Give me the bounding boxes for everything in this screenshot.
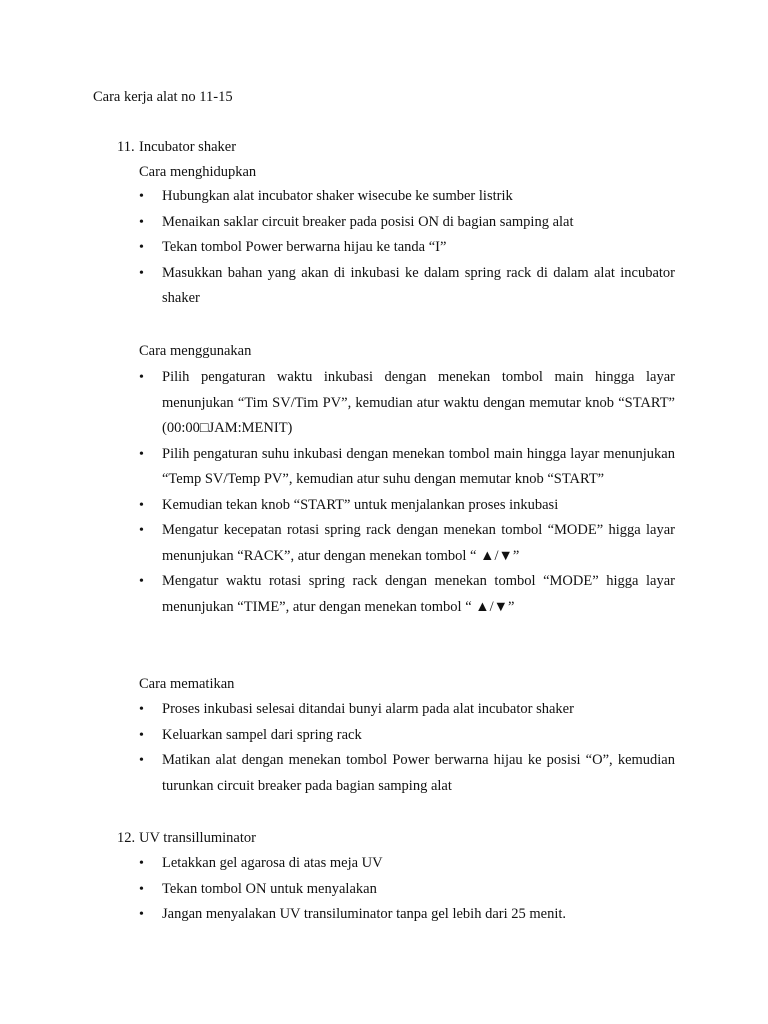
section-title: UV transilluminator: [139, 830, 256, 846]
document-title: Cara kerja alat no 11-15: [93, 89, 233, 105]
section-11: [117, 137, 697, 157]
section-title: Incubator shaker: [139, 139, 237, 155]
list-item: • Masukkan bahan yang akan di inkubasi ke dalam spring rack di dalam alat incubator shaker: [139, 261, 675, 312]
list-uv-transilluminator: [139, 851, 675, 928]
subsection-heading-menggunakan: Cara menggunakan: [139, 343, 252, 359]
list-menggunakan: [139, 365, 675, 620]
list-item: • Tekan tombol ON untuk menyalakan: [139, 877, 675, 903]
list-item: • Mengatur waktu rotasi spring rack dengan menekan tombol “MODE” higga layar menunjukan “TIME”, atur dengan menekan tombol “ ▲/▼”: [139, 569, 675, 620]
list-item: • Jangan menyalakan UV transiluminator tanpa gel lebih dari 25 menit.: [139, 902, 675, 928]
list-menghidupkan: [139, 184, 675, 312]
section-heading: [117, 137, 697, 157]
list-item: • Kemudian tekan knob “START” untuk menjalankan proses inkubasi: [139, 493, 675, 519]
list-item: • Hubungkan alat incubator shaker wisecube ke sumber listrik: [139, 184, 675, 210]
list-item: • Tekan tombol Power berwarna hijau ke tanda “I”: [139, 235, 675, 261]
section-heading: [117, 828, 697, 848]
list-item: • Keluarkan sampel dari spring rack: [139, 723, 675, 749]
list-item: • Mengatur kecepatan rotasi spring rack dengan menekan tombol “MODE” higga layar menunjukan “RACK”, atur dengan menekan tombol “ ▲/▼”: [139, 518, 675, 569]
list-item: • Matikan alat dengan menekan tombol Power berwarna hijau ke posisi “O”, kemudian turunkan circuit breaker pada bagian samping alat: [139, 748, 675, 799]
section-12: [117, 828, 697, 848]
subsection-heading-menghidupkan: Cara menghidupkan: [139, 164, 257, 180]
list-item: • Pilih pengaturan waktu inkubasi dengan menekan tombol main hingga layar menunjukan “Tim SV/Tim PV”, kemudian atur waktu dengan memutar knob “START” (00:00□JAM:MENIT): [139, 365, 675, 442]
list-mematikan: [139, 697, 675, 799]
list-item: • Letakkan gel agarosa di atas meja UV: [139, 851, 675, 877]
subsection-heading-mematikan: Cara mematikan: [139, 676, 235, 692]
list-item: • Pilih pengaturan suhu inkubasi dengan menekan tombol main hingga layar menunjukan “Temp SV/Temp PV”, kemudian atur suhu dengan memutar knob “START”: [139, 442, 675, 493]
section-number: 12.: [117, 830, 136, 846]
list-item: • Proses inkubasi selesai ditandai bunyi alarm pada alat incubator shaker: [139, 697, 675, 723]
list-item: • Menaikan saklar circuit breaker pada posisi ON di bagian samping alat: [139, 210, 675, 236]
section-number: 11.: [117, 139, 135, 155]
